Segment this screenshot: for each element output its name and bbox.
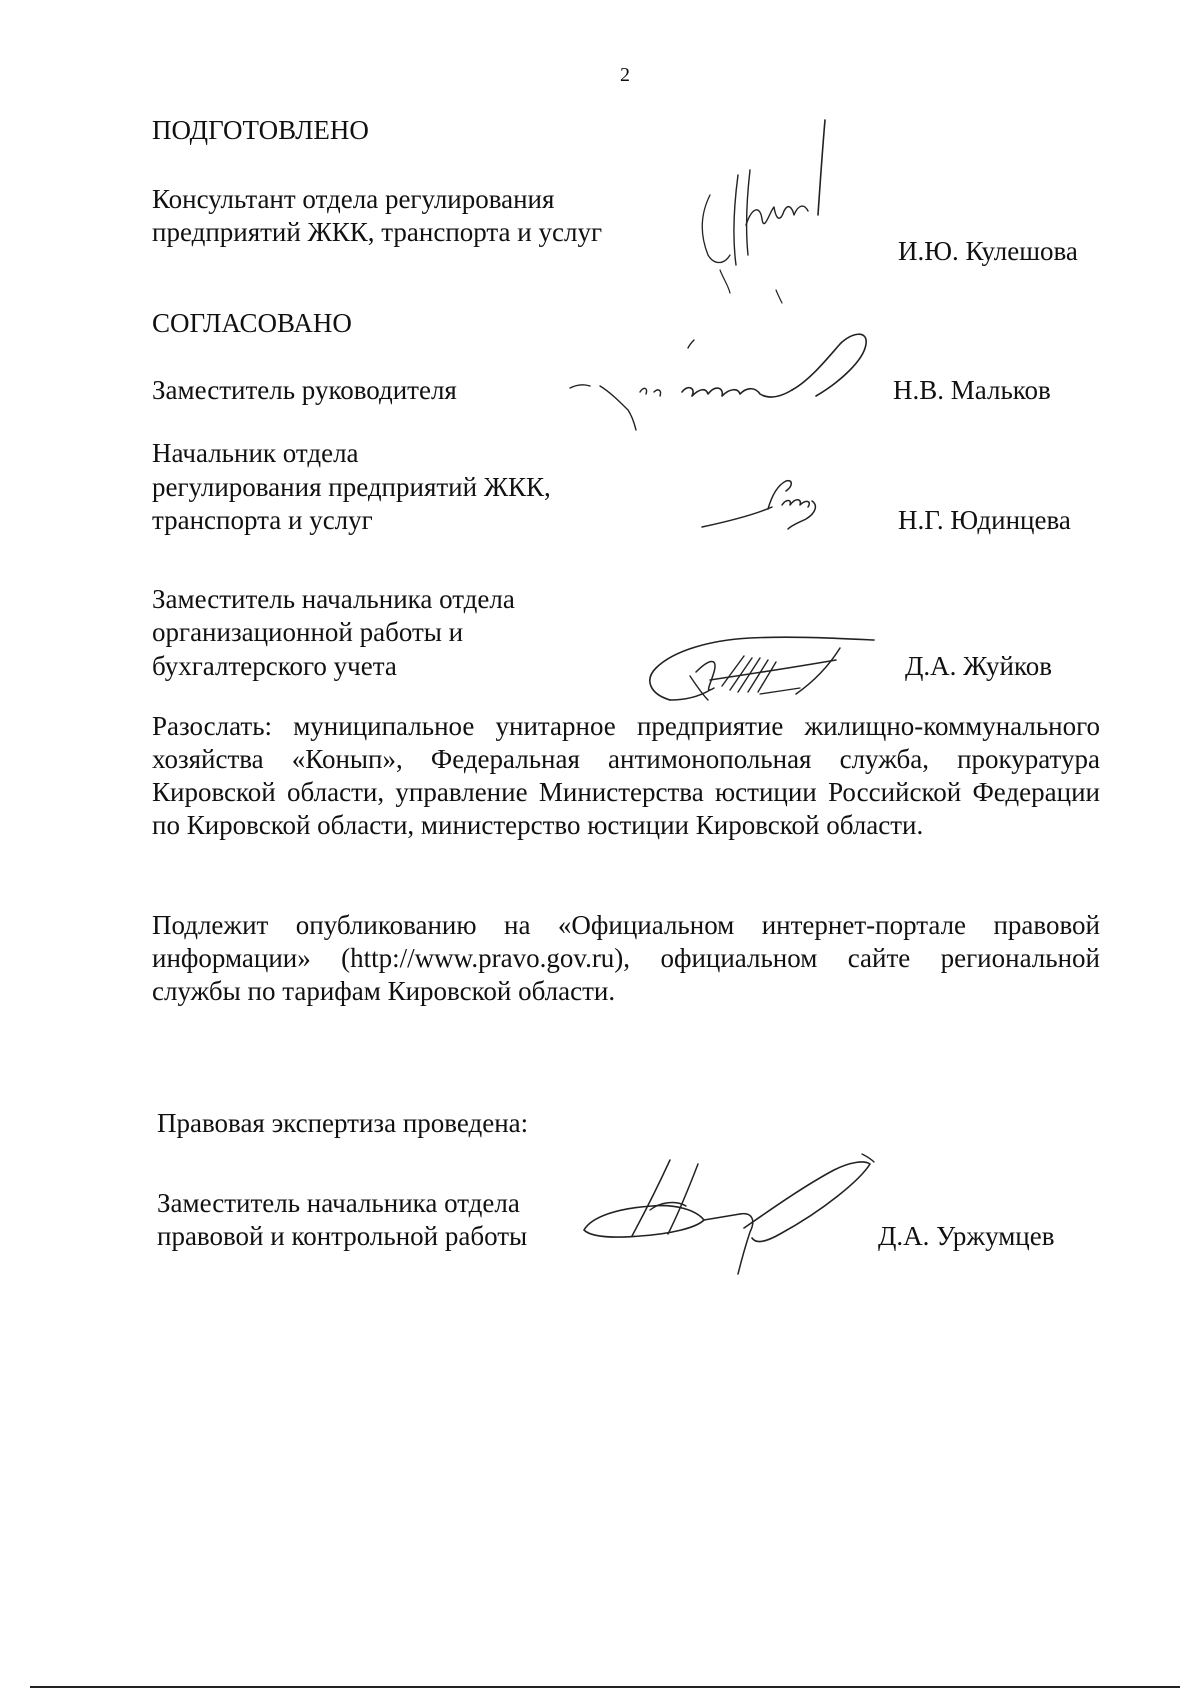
prepared-position-line-2: предприятий ЖКК, транспорта и услуг xyxy=(152,217,603,247)
legal-review-position-line-2: правовой и контрольной работы xyxy=(157,1221,528,1251)
signature-kuleshova xyxy=(680,115,840,305)
signature-yudintseva xyxy=(700,475,830,535)
signature-zhuikov xyxy=(640,628,880,708)
agreed-signer-2-position-line-3: транспорта и услуг xyxy=(152,505,373,535)
agreed-signer-2-name: Н.Г. Юдинцева xyxy=(898,505,1071,535)
legal-review-position-line-1: Заместитель начальника отдела xyxy=(157,1188,520,1218)
prepared-signer-name: И.Ю. Кулешова xyxy=(898,236,1078,266)
agreed-signer-2-position-line-1: Начальник отдела xyxy=(152,438,359,468)
agreed-signer-3-position-line-3: бухгалтерского учета xyxy=(152,651,397,681)
agreed-signer-3-position-line-1: Заместитель начальника отдела xyxy=(152,584,515,614)
signature-malkov xyxy=(570,330,900,440)
distribution-paragraph: Разослать: муниципальное унитарное предприятие жилищно-коммунального хозяйства «Конып», Федеральная антимонопольная служба, прокуратура Кировской области, управление Министерства юстиции Российской Федерации по Кировской области, министерство юстиции Кировской области. xyxy=(152,711,1100,840)
agreed-signer-1-name: Н.В. Мальков xyxy=(893,375,1051,405)
page-number: 2 xyxy=(620,64,630,86)
footer-divider xyxy=(30,1686,1180,1688)
agreed-signer-2-position-line-2: регулирования предприятий ЖКК, xyxy=(152,472,551,502)
agreed-heading: СОГЛАСОВАНО xyxy=(152,308,352,338)
agreed-signer-3-position-line-2: организационной работы и xyxy=(152,617,464,647)
prepared-heading: ПОДГОТОВЛЕНО xyxy=(152,115,369,145)
agreed-signer-1-position-line-1: Заместитель руководителя xyxy=(152,375,457,405)
legal-review-signer-name: Д.А. Уржумцев xyxy=(878,1221,1055,1251)
agreed-signer-3-name: Д.А. Жуйков xyxy=(905,651,1052,681)
signature-urzhumtsev xyxy=(580,1150,890,1280)
prepared-position-line-1: Консультант отдела регулирования xyxy=(152,184,555,214)
publication-paragraph: Подлежит опубликованию на «Официальном интернет-портале правовой информации» (http://www.pravo.gov.ru), официальном сайте региональной службы по тарифам Кировской области. xyxy=(152,910,1100,1006)
legal-review-heading: Правовая экспертиза проведена: xyxy=(157,1108,529,1138)
